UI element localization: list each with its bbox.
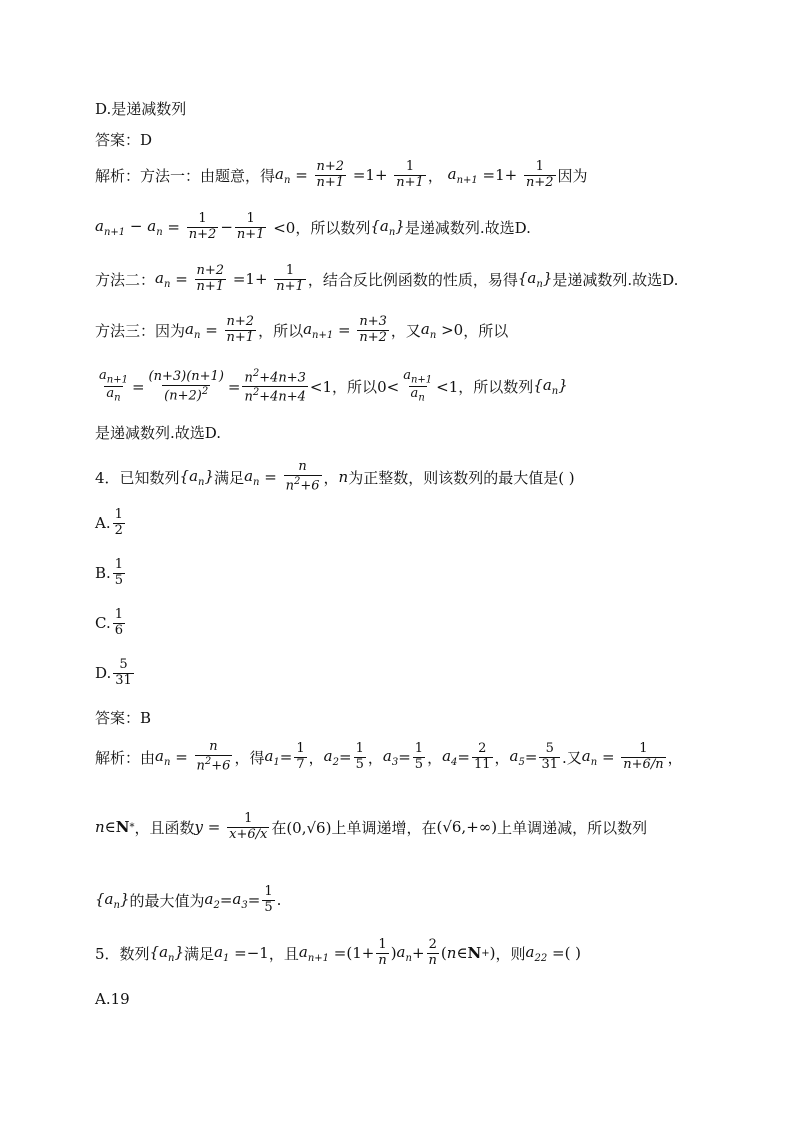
decreasing-text: 是递减数列.故选D. — [404, 218, 531, 237]
conclusion-line — [95, 422, 754, 443]
fraction: $\frac{1}{n+2}$ — [525, 159, 554, 190]
answer4-text: 答案：B — [95, 709, 152, 727]
ratio-so: 所以 — [347, 378, 378, 397]
question5-then: ，则 — [495, 944, 526, 963]
option-b-label: B. — [95, 564, 111, 583]
analysis4-max-line: $\{a_n\}$ 的最大值为 $a_2$ = $a_3$ = $\frac{1}{5}$ . — [95, 884, 282, 915]
method3-therefore: ，所以 — [463, 321, 509, 340]
question4-number: 4．已知数列 — [95, 468, 180, 487]
conclusion-text: 是递减数列.故选D. — [95, 424, 222, 442]
question5-satisfy: 满足 — [184, 944, 215, 963]
fraction: $\frac{5}{31}$ — [115, 657, 132, 688]
fraction: $\frac{1}{n+2}$ — [188, 211, 217, 242]
question5-line: 5．数列 $\{a_n\}$ 满足 $a_1$ =−1 ，且 $a_{n+1}$ =(1+ $\frac{1}{n}$ ) $a_n$ + $\frac{2}{n}$ ( n ∈ N + ) ，则 $a_{22}$ = ( ) — [95, 937, 582, 968]
fraction: $\frac{1}{x+6/x}$ — [229, 811, 268, 842]
analysis-text: 解析：方法一：由题意，得 — [95, 166, 276, 185]
so-sequence-text: 所以数列 — [310, 218, 371, 237]
analysis-method1-line: 解析：方法一：由题意，得 $a_n$ = $\frac{n+2}{n+1}$ =1+ $\frac{1}{n+1}$ ， $a_{n+1}$ =1+ $\frac{1}{n+2}$ 因为 — [95, 159, 588, 190]
fraction: $\frac{1}{2}$ — [114, 507, 123, 538]
analysis4-also: .又 — [562, 748, 582, 767]
ratio-line: $\frac{a_{n+1}}{a_n}$ = $\frac{(n+3)(n+1)}{(n+2)^2}$ = $\frac{n^2+4n+3}{n^2+4n+4}$ <1， 所以 0< $\frac{a_{n+1}}{a_n}$ <1 ，所以数列 $\{a_n\}$ — [99, 368, 568, 405]
analysis4-decreasing: 上单调递减，所以数列 — [497, 818, 648, 837]
analysis4-increasing: 上单调递增，在 — [331, 818, 437, 837]
fraction: $\frac{1}{5}$ — [355, 740, 364, 772]
option-d — [95, 658, 754, 689]
fraction: $\frac{a_{n+1}}{a_n}$ — [403, 368, 433, 404]
method3-text: 方法三：因为 — [95, 321, 186, 340]
ratio-sequence: ，所以数列 — [458, 378, 534, 397]
fraction: $\frac{1}{n+1}$ — [276, 263, 304, 294]
fraction: $\frac{n+2}{n+1}$ — [196, 263, 225, 294]
analysis4-line: 解析：由 $a_n$ = $\frac{n}{n^2+6}$ ，得 $a_1$ = $\frac{1}{7}$ ， $a_2$ = $\frac{1}{5}$ ， $a_3$ = $\frac{1}{5}$ ， $a_4$ = $\frac{2}{11}$ ， $a_5$ = $\frac{5}{31}$ .又 $a_n$ = $\frac{1}{n+6/n}$ ， — [95, 739, 683, 774]
fraction: $\frac{1}{7}$ — [296, 740, 305, 772]
question4-line: 4．已知数列 $\{a_n\}$ 满足 $a_n$ = $\frac{n}{n^2+6}$ ， n 为正整数，则该数列的最大值是( ) — [95, 459, 575, 494]
method2-conclusion: 是递减数列.故选D. — [552, 270, 679, 289]
fraction: $\frac{1}{5}$ — [414, 740, 424, 772]
option-a — [95, 508, 754, 539]
analysis4-function: ，且函数 — [134, 818, 195, 837]
fraction: $\frac{n+3}{n+2}$ — [359, 314, 387, 345]
question5-number: 5．数列 — [95, 944, 150, 963]
analysis4-max: 的最大值为 — [129, 891, 205, 910]
option-a-label: A. — [95, 514, 111, 533]
fraction: $\frac{1}{5}$ — [114, 557, 124, 588]
fraction: $\frac{2}{n}$ — [428, 937, 437, 968]
fraction: $\frac{(n+3)(n+1)}{(n+2)^2}$ — [148, 368, 224, 403]
fraction: $\frac{n}{n^2+6}$ — [196, 739, 231, 774]
fraction: $\frac{2}{11}$ — [473, 740, 491, 772]
analysis-diff-line: $a_{n+1} - a_n$ = $\frac{1}{n+2}$ − $\frac{1}{n+1}$ <0， 所以数列 $\{a_n\}$ 是递减数列.故选D. — [95, 211, 531, 242]
option-a5-text: A.19 — [95, 990, 130, 1008]
question5-blank: ( ) — [564, 944, 582, 963]
option-c — [95, 608, 754, 639]
analysis4-function-line: n ∈ N * ，且函数 y = $\frac{1}{x+6/x}$ 在(0,√6) 上单调递增，在 (√6,+∞) 上单调递减，所以数列 — [95, 811, 648, 842]
answer-text: 答案：D — [95, 131, 153, 149]
fraction: $\frac{1}{n+1}$ — [396, 159, 424, 190]
fraction: $\frac{n}{n^2+6}$ — [285, 459, 320, 494]
fraction: $\frac{1}{n+6/n}$ — [623, 740, 664, 772]
method2-text: 方法二： — [95, 270, 156, 289]
method3-line: 方法三：因为 $a_n$ = $\frac{n+2}{n+1}$ ，所以 $a_{n+1}$ = $\frac{n+3}{n+2}$ ，又 $a_n$ >0 ，所以 — [95, 314, 509, 345]
option-d-line — [95, 98, 754, 119]
option-d-label: D. — [95, 664, 112, 683]
because-text: 因为 — [557, 166, 588, 185]
method2-line: 方法二： $a_n$ = $\frac{n+2}{n+1}$ =1+ $\frac{1}{n+1}$ ， 结合反比例函数的性质，易得 $\{a_n\}$ 是递减数列.故选D. — [95, 263, 679, 294]
question5-and: ，且 — [268, 944, 299, 963]
analysis4-get: ，得 — [234, 748, 265, 767]
answer4-line — [95, 707, 754, 728]
question4-satisfy: 满足 — [214, 468, 245, 487]
method3-so: ，所以 — [258, 321, 304, 340]
fraction: $\frac{n+2}{n+1}$ — [316, 159, 345, 190]
fraction: $\frac{n+2}{n+1}$ — [226, 314, 255, 345]
question4-text: 为正整数，则该数列的最大值是( ) — [348, 468, 575, 487]
fraction: $\frac{1}{n+1}$ — [236, 211, 265, 242]
fraction: $\frac{a_{n+1}}{a_n}$ — [99, 368, 128, 404]
option-a5 — [95, 990, 754, 1008]
fraction: $\frac{n^2+4n+3}{n^2+4n+4}$ — [244, 368, 306, 405]
option-c-label: C. — [95, 614, 111, 633]
option-b — [95, 558, 754, 589]
analysis4-from: 解析：由 — [95, 748, 156, 767]
fraction: $\frac{1}{n}$ — [378, 937, 387, 968]
fraction: $\frac{5}{31}$ — [541, 740, 558, 772]
method3-also: ，又 — [390, 321, 421, 340]
fraction: $\frac{1}{5}$ — [264, 884, 273, 915]
method2-reason: 结合反比例函数的性质，易得 — [322, 270, 518, 289]
fraction: $\frac{1}{6}$ — [114, 607, 123, 638]
option-d-text: D.是递减数列 — [95, 100, 187, 118]
answer-line — [95, 129, 754, 150]
